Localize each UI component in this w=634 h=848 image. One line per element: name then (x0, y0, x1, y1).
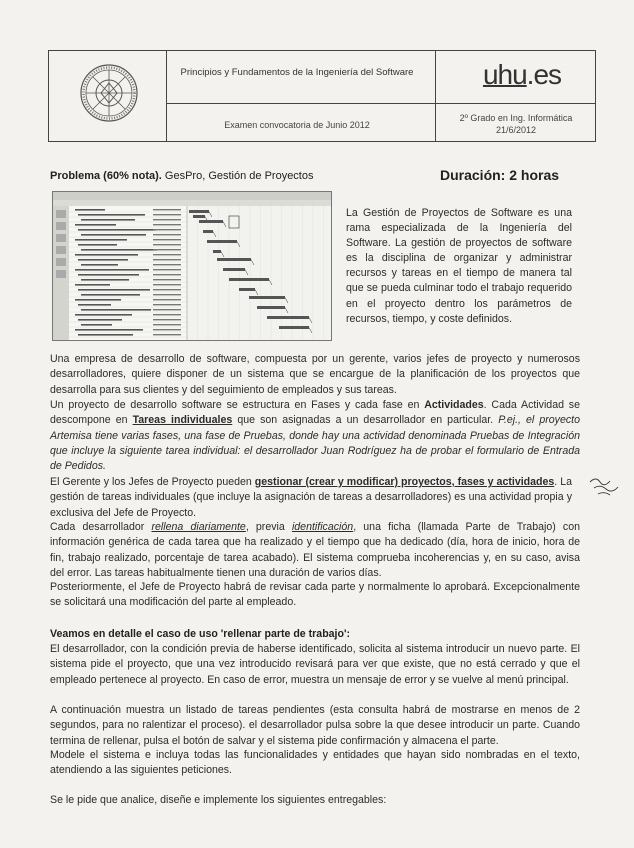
body-paragraph-1: Una empresa de desarrollo de software, compuesta por un gerente, varios jefes de proyecto y numerosos desarrolladores, quiere disponer de un sistema que se encargue de la planificación de los proyectos que desarrolla para sus clientes y del seguimiento de empleados y sus tareas. (50, 353, 580, 396)
university-logo: uhu.es (482, 59, 562, 90)
handwritten-margin-note-icon (588, 472, 628, 498)
degree-info: 2º Grado en Ing. Informática 21/6/2012 (459, 113, 573, 135)
body-paragraph-8: Modele el sistema e incluya todas las funcionalidades y entidades que hayan sido nombradas en el texto, atendiendo a las siguientes peticiones. (50, 749, 580, 777)
body-paragraph-4: Cada desarrollador rellena diariamente, previa identificación, una ficha (llamada Parte de Trabajo) con información genérica de cada tarea que ha realizado y el tiempo que ha dedicado (día, hora de inicio, hora de fin, trabajo realizado, porcentaje de tarea acabado). El sistema comprueba incoherencias y, en su caso, avisa del error. Las tareas habitualmente tienen una duración de varios días. (50, 521, 580, 579)
gantt-chart-screenshot-icon (52, 191, 332, 341)
deliverables-intro: Se le pide que analice, diseñe e implemente los siguientes entregables: (50, 794, 387, 806)
body-paragraph-5: Posteriormente, el Jefe de Proyecto habrá de revisar cada parte y normalmente lo aprobará. Excepcionalmente se solicitará una modificación del parte al empleado. (50, 581, 580, 609)
body-paragraph-7: A continuación muestra un listado de tareas pendientes (esta consulta habrá de mostrarse en menos de 2 segundos, para no ralentizar el proceso). el desarrollador pulsa sobre la que desee introducir un parte. Cuando termina de rellenar, pulsa el botón de salvar y el sistema pide confirmación y almacena el parte. (50, 704, 580, 747)
use-case-heading: Veamos en detalle el caso de uso 'rellenar parte de trabajo': (50, 628, 351, 640)
body-paragraph-6: El desarrollador, con la condición previa de haberse identificado, solicita al sistema introducir un nuevo parte. El sistema pide el proyecto, que una vez introducido revisará para ver que existe, que no está cerrado y que el empleado pertenece al proyecto. En caso de error, muestra un mensaje de error y se vuelve al menú principal. (50, 643, 580, 686)
body-paragraph-2: Un proyecto de desarrollo software se estructura en Fases y cada fase en Actividades. Cada Actividad se descompone en Tareas individuales que son asignadas a un desarrollador en particular. P.ej., el proyecto Artemisa tiene varias fases, una fase de Pruebas, donde hay una actividad denominada Pruebas de Integración que incluye la siguiente tarea individual: el desarrollador Juan Rodríguez ha de probar el formulario de Entrada de Pedidos. (50, 399, 580, 473)
duration-label: Duración: 2 horas (440, 167, 560, 183)
course-title: Principios y Fundamentos de la Ingeniería del Software (180, 67, 414, 78)
body-paragraph-3: El Gerente y los Jefes de Proyecto pueden gestionar (crear y modificar) proyectos, fases y actividades. La gestión de tareas individuales (que incluye la asignación de tareas a desarrolladores) es una actividad propia y exclusiva del Jefe de Proyecto. (50, 476, 573, 519)
header-table (48, 50, 596, 142)
problem-heading: Problema (60% nota). GesPro, Gestión de Proyectos (50, 170, 314, 182)
exam-session: Examen convocatoria de Junio 2012 (224, 120, 370, 130)
intro-paragraph: La Gestión de Proyectos de Software es una rama especializada de la Ingeniería del Software. La gestión de proyectos de software es la disciplina de organizar y administrar recursos y tareas en el tiempo de manera tal que se pueda culminar todo el trabajo requerido en el proyecto dentro los parámetros de recursos, tiempo, y coste definidos. (346, 207, 572, 325)
university-seal-icon (79, 63, 139, 123)
